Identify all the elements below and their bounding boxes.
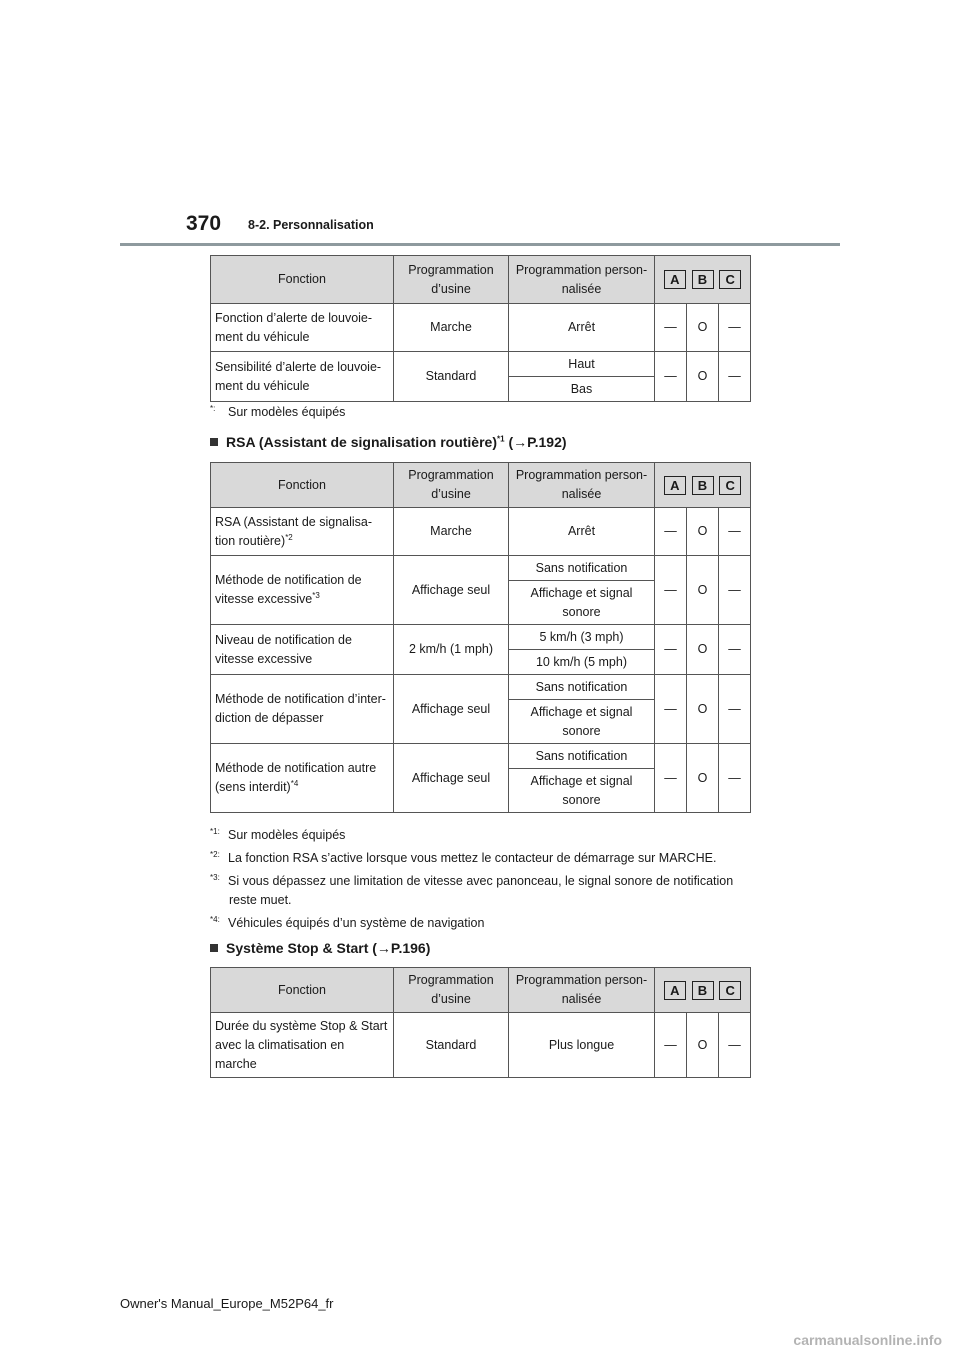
mark-c: — (719, 744, 751, 813)
badge-c: C (719, 476, 741, 495)
badge-a: A (664, 981, 686, 1000)
stop-start-table (210, 967, 751, 1078)
page-reference: (→P.192) (508, 434, 567, 450)
footnote-key: *4: (210, 914, 220, 924)
header-rule (120, 243, 840, 246)
function-cell: Durée du système Stop & Start avec la climatisation en marche (211, 1013, 394, 1078)
custom-cell: Arrêt (509, 508, 655, 556)
mark-c: — (719, 556, 751, 625)
col-abc (655, 256, 751, 304)
function-cell: Fonction d’alerte de louvoie-ment du véhicule (211, 304, 394, 352)
col-factory: Programmation d’usine (394, 463, 509, 508)
col-factory: Programmation d’usine (394, 256, 509, 304)
table-row (211, 1013, 751, 1078)
badge-b: B (692, 981, 714, 1000)
custom-cell: Sans notification (509, 744, 655, 769)
mark-a: — (655, 352, 687, 402)
custom-cell: Sans notification (509, 556, 655, 581)
function-cell: Méthode de notification de vitesse excessive$^{*3}$ (211, 556, 394, 625)
section-heading-stop-start: Système Stop & Start (→P.196) (210, 940, 430, 956)
mark-b: O (687, 304, 719, 352)
page-reference: (→P.196) (372, 940, 431, 956)
chapter-title: 8-2. Personnalisation (248, 218, 374, 232)
table-row (211, 675, 751, 700)
footnote (210, 403, 345, 422)
function-cell: RSA (Assistant de signalisa-tion routière)$^{*2}$ (211, 508, 394, 556)
function-cell: Sensibilité d’alerte de louvoie-ment du véhicule (211, 352, 394, 402)
default-cell: Marche (394, 508, 509, 556)
custom-cell: Sans notification (509, 675, 655, 700)
table-row (211, 744, 751, 769)
badge-c: C (719, 981, 741, 1000)
function-cell: Niveau de notification de vitesse excessive (211, 625, 394, 675)
custom-cell: Affichage et signal sonore (509, 700, 655, 744)
footnote-text: Sur modèles équipés (228, 828, 346, 842)
default-cell: Standard (394, 1013, 509, 1078)
function-cell: Méthode de notification autre (sens interdit)$^{*4}$ (211, 744, 394, 813)
badge-b: B (692, 270, 714, 289)
footer-text: Owner's Manual_Europe_M52P64_fr (120, 1296, 334, 1311)
mark-b: O (687, 508, 719, 556)
superscript: *1 (496, 434, 505, 444)
mark-c: — (719, 1013, 751, 1078)
footnote-text: Sur modèles équipés (228, 405, 346, 419)
mark-b: O (687, 675, 719, 744)
table-header-row (211, 463, 751, 508)
default-cell: Standard (394, 352, 509, 402)
footnote-text: Si vous dépassez une limitation de vitesse avec panonceau, le signal sonore de notification (228, 874, 734, 888)
rsa-table (210, 462, 751, 813)
footnote (210, 914, 484, 933)
col-custom: Programmation person-nalisée (509, 256, 655, 304)
mark-c: — (719, 352, 751, 402)
footnote-key: *1: (210, 826, 220, 836)
mark-a: — (655, 675, 687, 744)
mark-a: — (655, 744, 687, 813)
custom-cell: Bas (509, 377, 655, 402)
table-header-row (211, 968, 751, 1013)
mark-b: O (687, 556, 719, 625)
page-number: 370 (186, 212, 222, 235)
mark-b: O (687, 1013, 719, 1078)
badge-a: A (664, 476, 686, 495)
default-cell: Marche (394, 304, 509, 352)
col-custom: Programmation person-nalisée (509, 463, 655, 508)
watermark: carmanualsonline.info (793, 1332, 942, 1348)
default-cell: Affichage seul (394, 675, 509, 744)
col-fonction: Fonction (211, 968, 394, 1013)
function-cell: Méthode de notification d’inter-diction de dépasser (211, 675, 394, 744)
custom-cell: 5 km/h (3 mph) (509, 625, 655, 650)
custom-cell: Affichage et signal sonore (509, 769, 655, 813)
mark-b: O (687, 352, 719, 402)
section-heading-rsa: RSA (Assistant de signalisation routière)$^{*1}$ (→P.192) (210, 434, 567, 450)
mark-a: — (655, 304, 687, 352)
footnote-text: Véhicules équipés d’un système de navigation (228, 916, 485, 930)
footnote-continuation: reste muet. (229, 893, 292, 907)
col-fonction: Fonction (211, 256, 394, 304)
square-bullet-icon (210, 944, 218, 952)
mark-c: — (719, 304, 751, 352)
mark-a: — (655, 508, 687, 556)
table-row (211, 304, 751, 352)
footnote-text: La fonction RSA s’active lorsque vous mettez le contacteur de démarrage sur MARCHE. (228, 851, 717, 865)
col-fonction: Fonction (211, 463, 394, 508)
mark-c: — (719, 675, 751, 744)
custom-cell: Haut (509, 352, 655, 377)
badge-a: A (664, 270, 686, 289)
table-row (211, 352, 751, 377)
custom-cell: 10 km/h (5 mph) (509, 650, 655, 675)
mark-a: — (655, 625, 687, 675)
mark-b: O (687, 625, 719, 675)
mark-a: — (655, 556, 687, 625)
col-abc (655, 463, 751, 508)
square-bullet-icon (210, 438, 218, 446)
table-row (211, 556, 751, 581)
table-row (211, 508, 751, 556)
badge-b: B (692, 476, 714, 495)
custom-cell: Affichage et signal sonore (509, 581, 655, 625)
mark-b: O (687, 744, 719, 813)
table-header-row (211, 256, 751, 304)
custom-cell: Arrêt (509, 304, 655, 352)
footnote-key: *2: (210, 849, 220, 859)
badge-c: C (719, 270, 741, 289)
lane-departure-table (210, 255, 751, 402)
col-custom: Programmation person-nalisée (509, 968, 655, 1013)
mark-c: — (719, 508, 751, 556)
footnote-key: *: (210, 403, 216, 413)
custom-cell: Plus longue (509, 1013, 655, 1078)
footnote (210, 872, 733, 910)
col-factory: Programmation d’usine (394, 968, 509, 1013)
footnote-key: *3: (210, 872, 220, 882)
footnote (210, 826, 345, 845)
mark-c: — (719, 625, 751, 675)
default-cell: Affichage seul (394, 744, 509, 813)
footnote (210, 849, 716, 868)
col-abc (655, 968, 751, 1013)
mark-a: — (655, 1013, 687, 1078)
default-cell: 2 km/h (1 mph) (394, 625, 509, 675)
default-cell: Affichage seul (394, 556, 509, 625)
table-row (211, 625, 751, 650)
